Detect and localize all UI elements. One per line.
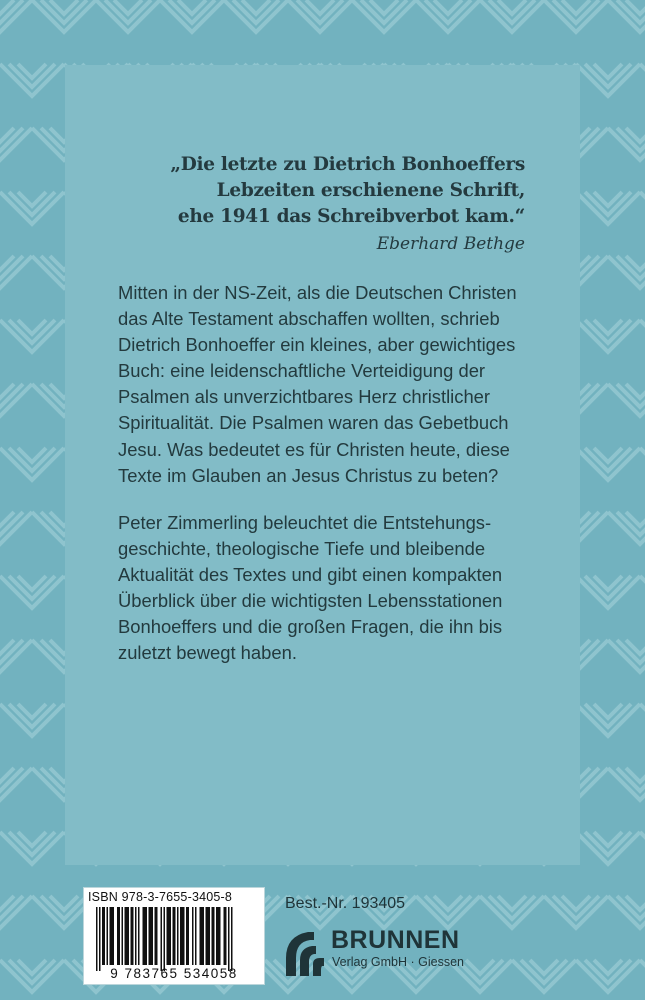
text-line: Buch: eine leidenschaftliche Verteidigung der [118,360,486,382]
quote-line-2: Lebzeiten erschienene Schrift, [216,180,525,201]
text-line: zuletzt bewegt haben. [118,642,297,664]
description-paragraph-1 [118,280,548,489]
text-line: Peter Zimmerling beleuchtet die Entstehungs- [118,512,492,533]
text-line: Mitten in der NS-Zeit, als die Deutschen Christen [118,282,517,303]
publisher-subtitle: Verlag GmbH · Giessen [332,955,464,969]
text-line: Spiritualität. Die Psalmen waren das Gebetbuch [118,412,509,434]
quote-block [120,152,525,258]
quote-line-1: „Die letzte zu Dietrich Bonhoeffers [170,154,525,175]
description-paragraph-2 [118,510,548,667]
text-line: Jesu. Was bedeutet es für Christen heute, diese [118,438,510,460]
order-number: Best.-Nr. 193405 [285,895,406,912]
isbn-barcode [83,887,265,985]
quote-author: Eberhard Bethge [376,234,525,254]
publisher-logo [284,928,504,980]
text-line: Bonhoeffers und die großen Fragen, die ihn bis [118,616,503,638]
barcode-digits: 9 783765 534058 [110,966,238,981]
text-line: Texte im Glauben an Jesus Christus zu beten? [118,464,499,486]
quote-line-3: ehe 1941 das Schreibverbot kam.“ [177,206,525,227]
brunnen-logo-icon [284,928,328,978]
isbn-label: ISBN 978-3-7655-3405-8 [88,890,233,904]
text-line: Psalmen als unverzichtbares Herz christlicher [118,386,491,408]
text-line: Aktualität des Textes und gibt einen kompakten [118,564,503,586]
publisher-name: BRUNNEN [331,926,460,954]
text-line: das Alte Testament abschaffen wollten, schrieb [118,308,500,330]
text-line: geschichte, theologische Tiefe und bleibende [118,538,486,560]
text-line: Dietrich Bonhoeffer ein kleines, aber gewichtiges [118,334,516,356]
text-line: Überblick über die wichtigsten Lebensstationen [118,590,503,612]
